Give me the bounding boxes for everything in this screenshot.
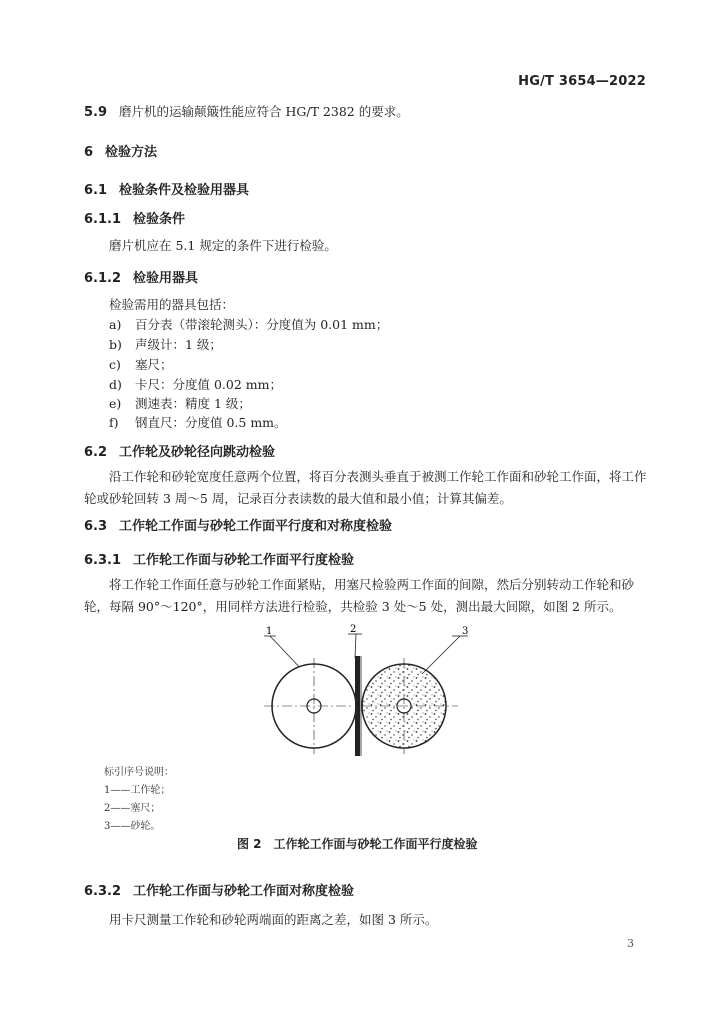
section-5-9 (84, 102, 409, 120)
section-6-2-text: 沿工作轮和砂轮宽度任意两个位置，将百分表测头垂直于被测工作轮工作面和砂轮工作面，将工作轮或砂轮回转 3 周～5 周，记录百分表读数的最大值和最小值；计算其偏差。 (84, 469, 647, 506)
section-number: 6.1.2 (84, 271, 122, 286)
list-text: 钢直尺：分度值 0.5 mm。 (135, 415, 287, 430)
list-item (109, 315, 388, 333)
section-title: 工作轮工作面与砂轮工作面平行度和对称度检验 (119, 519, 393, 534)
callout-2-leader (355, 634, 356, 658)
list-label: d) (109, 377, 122, 392)
legend-number: 2 (104, 803, 111, 814)
list-text: 百分表（带滚轮测头）：分度值为 0.01 mm； (135, 317, 389, 332)
list-label: e) (109, 396, 122, 411)
section-number: 6.3.1 (84, 553, 122, 568)
section-6-3-1-text: 将工作轮工作面任意与砂轮工作面紧贴，用塞尺检验两工作面的间隙，然后分别转动工作轮和砂轮，每隔 90°～120°，用同样方法进行检验，共检验 3 处～5 处，测出最大间隙，如图 2 所示。 (84, 577, 635, 614)
legend-item (104, 799, 160, 814)
section-6-1-1-heading (84, 208, 185, 227)
list-item (109, 413, 287, 431)
section-6-3-2-text: 用卡尺测量工作轮和砂轮两端面的距离之差，如图 3 所示。 (109, 912, 438, 927)
section-6-1-heading (84, 179, 249, 198)
section-title: 检验条件 (133, 212, 186, 227)
section-text: 磨片机的运输颠簸性能应符合 HG/T 2382 的要求。 (119, 104, 409, 119)
legend-dash: —— (110, 803, 131, 814)
legend-text: 塞尺； (130, 803, 161, 814)
section-6-3-2-heading (84, 880, 354, 899)
list-label: a) (109, 317, 122, 332)
section-title: 检验方法 (105, 145, 158, 160)
section-number: 6.1 (84, 183, 108, 198)
legend-text: 工作轮； (130, 785, 171, 796)
section-title: 检验用器具 (133, 271, 199, 286)
legend-title: 标引序号说明： (104, 767, 174, 778)
caption-number: 图 2 (237, 837, 262, 851)
section-number: 5.9 (84, 105, 108, 120)
legend-item (104, 781, 170, 796)
list-label: c) (109, 357, 121, 372)
section-6-2-heading (84, 441, 275, 460)
section-number: 6.3.2 (84, 884, 122, 899)
section-title: 检验条件及检验用器具 (119, 183, 250, 198)
list-label: f) (109, 415, 119, 430)
list-label: b) (109, 337, 122, 352)
callout-3: 3 (462, 626, 469, 637)
legend-dash: —— (110, 821, 131, 832)
section-6-3-heading (84, 515, 392, 534)
legend-text: 砂轮。 (130, 821, 161, 832)
callout-2: 2 (350, 624, 357, 635)
section-6-1-2-heading (84, 267, 198, 286)
section-number: 6 (84, 145, 94, 160)
section-number: 6.2 (84, 445, 108, 460)
list-item (109, 394, 251, 412)
standard-number: HG/T 3654—2022 (518, 74, 646, 89)
callout-1: 1 (266, 626, 273, 637)
section-title: 工作轮工作面与砂轮工作面平行度检验 (133, 553, 355, 568)
list-text: 塞尺； (135, 357, 173, 372)
caption-text: 工作轮工作面与砂轮工作面平行度检验 (273, 837, 478, 851)
list-text: 卡尺：分度值 0.02 mm； (135, 377, 282, 392)
list-item (109, 335, 222, 353)
section-number: 6.1.1 (84, 212, 122, 227)
section-6-heading (84, 141, 157, 160)
legend-number: 1 (104, 785, 111, 796)
section-title: 工作轮及砂轮径向跳动检验 (119, 445, 276, 460)
legend-item (104, 817, 160, 832)
figure-2-diagram (262, 622, 472, 757)
list-text: 测速表：精度 1 级； (135, 396, 251, 411)
legend-number: 3 (104, 821, 111, 832)
section-title: 工作轮工作面与砂轮工作面对称度检验 (133, 884, 355, 899)
figure-2-caption (237, 835, 478, 852)
section-6-3-1-heading (84, 549, 354, 568)
legend-dash: —— (110, 785, 131, 796)
instruments-intro: 检验需用的器具包括： (109, 297, 235, 312)
section-number: 6.3 (84, 519, 108, 534)
page-number: 3 (627, 937, 634, 950)
list-item (109, 375, 282, 393)
section-6-1-1-text: 磨片机应在 5.1 规定的条件下进行检验。 (109, 238, 337, 253)
list-text: 声级计：1 级； (135, 337, 222, 352)
feeler-gauge (355, 656, 360, 756)
list-item (109, 355, 173, 373)
callout-3-leader (422, 636, 460, 674)
